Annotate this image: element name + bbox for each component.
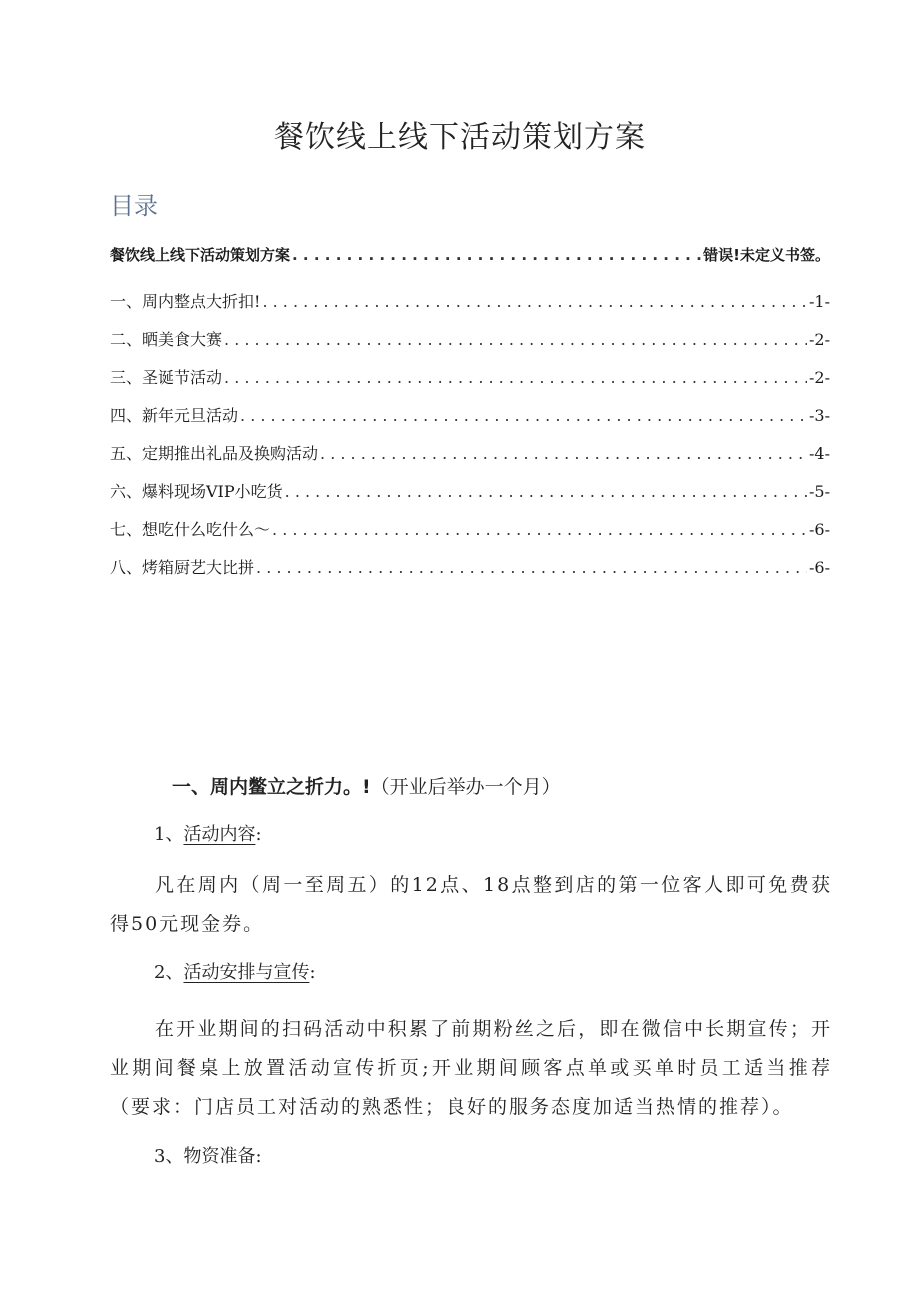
toc-main-entry[interactable] [110, 244, 830, 268]
toc-leader-dots [240, 406, 807, 425]
toc-leader-dots [285, 482, 807, 501]
toc-entry-label: 餐饮线上线下活动策划方案 [110, 246, 291, 264]
toc-heading: 目录 [110, 192, 158, 220]
toc-entry-page: -2- [809, 330, 830, 349]
document-title: 餐饮线上线下活动策划方案 [274, 120, 646, 155]
subheading-arrangement [154, 958, 316, 984]
toc-entry-page: -6- [809, 558, 830, 577]
toc-entry-label: 五、定期推出礼品及换购活动 [110, 444, 319, 463]
toc-entry[interactable] [110, 289, 830, 313]
toc-leader-dots [320, 444, 807, 463]
toc-entry-page: -3- [809, 406, 830, 425]
subheading-colon: : [309, 962, 316, 983]
paragraph-activity-content: 凡在周内（周一至周五）的12点、18点整到店的第一位客人即可免费获得50元现金券。 [110, 874, 832, 935]
section-heading [172, 772, 561, 799]
toc-entry-page: -4- [809, 444, 830, 463]
toc-entry-page: 错误!未定义书签。 [703, 246, 830, 264]
toc-leader-dots [256, 558, 807, 577]
toc-entry-page: -1- [809, 292, 830, 311]
section-heading-title: 一、周内鳖立之折力。! [172, 776, 371, 798]
toc-entry-page: -5- [809, 482, 830, 501]
toc-entry-label: 二、晒美食大赛 [110, 330, 223, 349]
subheading-title: 活动安排与宣传 [183, 962, 310, 983]
toc-entry-label: 七、想吃什么吃什么～ [110, 520, 271, 539]
toc-entry[interactable] [110, 517, 830, 541]
toc-entry[interactable] [110, 327, 830, 351]
subheading-title: 活动内容 [183, 824, 256, 845]
subheading-activity-content [154, 820, 262, 846]
toc-leader-dots [224, 368, 807, 387]
toc-entry[interactable] [110, 365, 830, 389]
toc-entry-label: 四、新年元旦活动 [110, 406, 239, 425]
toc-entry-label: 一、周内整点大折扣! [110, 292, 261, 311]
toc-leader-dots [262, 292, 807, 311]
toc-entry-label: 三、圣诞节活动 [110, 368, 223, 387]
subheading-materials: 3、物资准备: [154, 1146, 262, 1167]
toc-entry-label: 六、爆料现场VIP小吃货 [110, 482, 283, 501]
toc-leader-dots [224, 330, 807, 349]
subheading-number: 2、 [154, 962, 184, 983]
paragraph-arrangement: 在开业期间的扫码活动中积累了前期粉丝之后，即在微信中长期宣传；开业期间餐桌上放置活动宣传折页;开业期间顾客点单或买单时员工适当推荐（要求：门店员工对活动的熟悉性；良好的服务态度加适当热情的推荐）。 [110, 1018, 832, 1118]
toc-leader-dots [272, 520, 807, 539]
toc-entry-page: -6- [809, 520, 830, 539]
section-heading-note: （开业后举办一个月） [370, 776, 561, 798]
toc-leader-dots [292, 246, 701, 264]
toc-entry[interactable] [110, 555, 830, 579]
toc-entry[interactable] [110, 441, 830, 465]
subheading-number: 1、 [154, 824, 184, 845]
toc-entry[interactable] [110, 479, 830, 503]
subheading-colon: : [255, 824, 262, 845]
toc-entry[interactable] [110, 403, 830, 427]
toc-entry-label: 八、烤箱厨艺大比拼 [110, 558, 255, 577]
toc-entry-page: -2- [809, 368, 830, 387]
